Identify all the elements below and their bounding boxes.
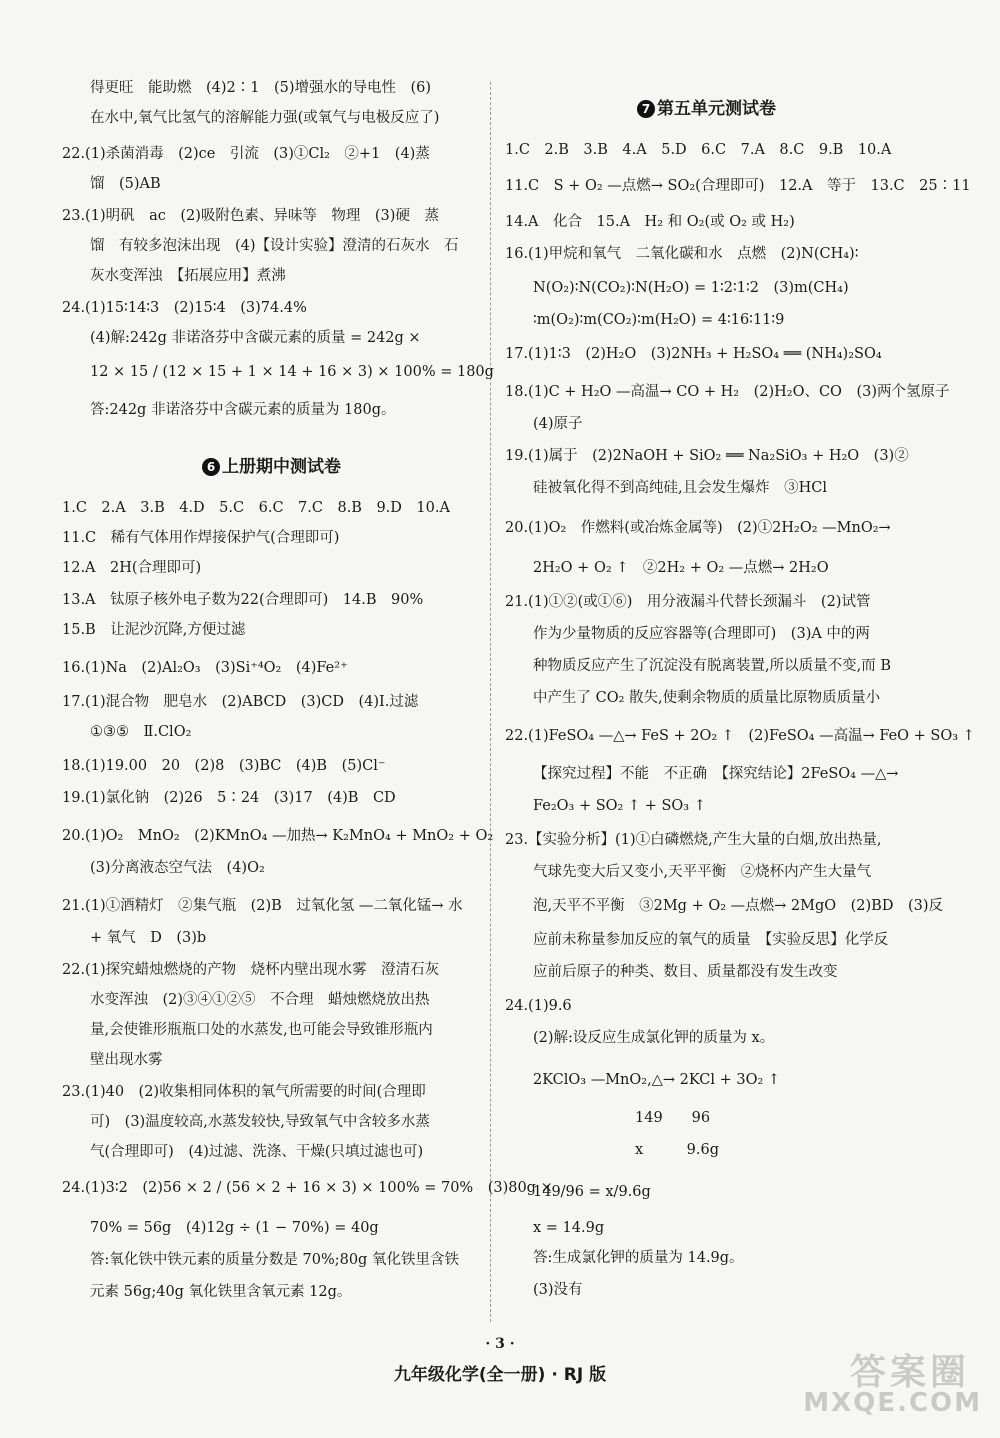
answer-line: ∶m(O₂)∶m(CO₂)∶m(H₂O) = 4∶16∶11∶9 bbox=[533, 312, 785, 328]
answer-line: 水变浑浊 (2)③④①②⑤ 不合理 蜡烛燃烧放出热 bbox=[90, 992, 430, 1008]
answer-line: 11.C 稀有气体用作焊接保护气(合理即可) bbox=[62, 530, 340, 546]
answer-line: 12.A 2H(合理即可) bbox=[62, 560, 202, 576]
watermark-logo bbox=[782, 1344, 982, 1424]
answer-line: 馏 (5)AB bbox=[90, 176, 161, 192]
answer-line: 13.A 钛原子核外电子数为22(合理即可) 14.B 90% bbox=[62, 592, 424, 608]
answer-line: 【探究过程】不能 不正确 【探究结论】2FeSO₄ —△→ bbox=[533, 766, 899, 782]
answer-line: 得更旺 能助燃 (4)2∶1 (5)增强水的导电性 (6) bbox=[90, 80, 432, 96]
answer-line: 22.(1)杀菌消毒 (2)ce 引流 (3)①Cl₂ ②+1 (4)蒸 bbox=[62, 146, 430, 162]
answer-line: (4)解:242g 非诺洛芬中含碳元素的质量 = 242g × bbox=[90, 330, 421, 346]
section-badge: 6 bbox=[202, 458, 220, 476]
answer-line: 24.(1)15∶14∶3 (2)15∶4 (3)74.4% bbox=[62, 300, 307, 316]
answer-line: 馏 有较多泡沫出现 (4)【设计实验】澄清的石灰水 石 bbox=[90, 238, 459, 254]
answer-line: 灰水变浑浊 【拓展应用】煮沸 bbox=[90, 268, 286, 284]
answer-line: 19.(1)氯化钠 (2)26 5∶24 (3)17 (4)B CD bbox=[62, 790, 396, 806]
column-divider bbox=[490, 82, 491, 1322]
answer-line: 气球先变大后又变小,天平平衡 ②烧杯内产生大量气 bbox=[533, 864, 872, 880]
answer-line: 149 96 bbox=[635, 1110, 711, 1126]
answer-line: 16.(1)Na (2)Al₂O₃ (3)Si⁺⁴O₂ (4)Fe²⁺ bbox=[62, 660, 348, 676]
answer-line: 17.(1)1∶3 (2)H₂O (3)2NH₃ + H₂SO₄ ══ (NH₄)₂SO₄ bbox=[505, 346, 882, 362]
answer-line: 18.(1)19.00 20 (2)8 (3)BC (4)B (5)Cl⁻ bbox=[62, 758, 386, 774]
answer-line: 23.(1)明矾 ac (2)吸附色素、异味等 物理 (3)硬 蒸 bbox=[62, 208, 439, 224]
answer-line: 答:氧化铁中铁元素的质量分数是 70%;80g 氧化铁里含铁 bbox=[90, 1252, 459, 1268]
answer-line: 答:242g 非诺洛芬中含碳元素的质量为 180g。 bbox=[90, 402, 396, 418]
answer-line: 16.(1)甲烷和氧气 二氧化碳和水 点燃 (2)N(CH₄)∶ bbox=[505, 246, 859, 262]
answer-line: (3)没有 bbox=[533, 1282, 583, 1298]
answer-line: 硅被氧化得不到高纯硅,且会发生爆炸 ③HCl bbox=[533, 480, 827, 496]
answer-line: 20.(1)O₂ 作燃料(或冶炼金属等) (2)①2H₂O₂ —MnO₂→ bbox=[505, 520, 891, 536]
answer-line: 11.C S + O₂ —点燃→ SO₂(合理即可) 12.A 等于 13.C 25∶11 bbox=[505, 178, 971, 194]
answer-line: ①③⑤ Ⅱ.ClO₂ bbox=[90, 724, 192, 740]
section-badge: 7 bbox=[637, 100, 655, 118]
answer-line: 149/96 = x/9.6g bbox=[533, 1184, 651, 1200]
answer-line: + 氧气 D (3)b bbox=[90, 930, 207, 946]
answer-line: 2H₂O + O₂ ↑ ②2H₂ + O₂ —点燃→ 2H₂O bbox=[533, 560, 829, 576]
answer-line: 24.(1)3∶2 (2)56 × 2 / (56 × 2 + 16 × 3) × 100% = 70% (3)80g × bbox=[62, 1180, 553, 1196]
answer-line: 元素 56g;40g 氧化铁里含氧元素 12g。 bbox=[90, 1284, 352, 1300]
answer-line: x = 14.9g bbox=[533, 1220, 605, 1236]
answer-line: 15.B 让泥沙沉降,方便过滤 bbox=[62, 622, 246, 638]
answer-line: 量,会使锥形瓶瓶口处的水蒸发,也可能会导致锥形瓶内 bbox=[90, 1022, 433, 1038]
answer-line: 22.(1)探究蜡烛燃烧的产物 烧杯内壁出现水雾 澄清石灰 bbox=[62, 962, 440, 978]
book-title: 九年级化学(全一册) · RJ 版 bbox=[393, 1365, 607, 1385]
section-heading-midterm bbox=[202, 452, 341, 477]
answer-line: 17.(1)混合物 肥皂水 (2)ABCD (3)CD (4)Ⅰ.过滤 bbox=[62, 694, 419, 710]
answer-line: (2)解:设反应生成氯化钾的质量为 x。 bbox=[533, 1030, 775, 1046]
section-heading-text: 上册期中测试卷 bbox=[222, 457, 341, 477]
answer-line: 气(合理即可) (4)过滤、洗涤、干燥(只填过滤也可) bbox=[90, 1144, 424, 1160]
answer-line: (3)分离液态空气法 (4)O₂ bbox=[90, 860, 265, 876]
answer-line: Fe₂O₃ + SO₂ ↑ + SO₃ ↑ bbox=[533, 798, 706, 814]
answer-line: 泡,天平不平衡 ③2Mg + O₂ —点燃→ 2MgO (2)BD (3)反 bbox=[533, 898, 943, 914]
answer-line: 中产生了 CO₂ 散失,使剩余物质的质量比原物质质量小 bbox=[533, 690, 881, 706]
answer-line: 70% = 56g (4)12g ÷ (1 − 70%) = 40g bbox=[90, 1220, 379, 1236]
answer-line: 21.(1)①酒精灯 ②集气瓶 (2)B 过氧化氢 —二氧化锰→ 水 bbox=[62, 898, 463, 914]
answer-line: 答:生成氯化钾的质量为 14.9g。 bbox=[533, 1250, 744, 1266]
watermark-url: MXQE.COM bbox=[803, 1388, 982, 1418]
answer-line: 19.(1)属于 (2)2NaOH + SiO₂ ══ Na₂SiO₃ + H₂O (3)② bbox=[505, 448, 909, 464]
answer-line: 可) (3)温度较高,水蒸发较快,导致氧气中含较多水蒸 bbox=[90, 1114, 430, 1130]
answer-line: 14.A 化合 15.A H₂ 和 O₂(或 O₂ 或 H₂) bbox=[505, 214, 795, 230]
answer-line: 23.【实验分析】(1)①白磷燃烧,产生大量的白烟,放出热量, bbox=[505, 832, 882, 848]
answer-line: 1.C 2.A 3.B 4.D 5.C 6.C 7.C 8.B 9.D 10.A bbox=[62, 500, 450, 516]
section-heading-unit5 bbox=[637, 94, 776, 119]
page-number: · 3 · bbox=[485, 1336, 515, 1352]
answer-line: 1.C 2.B 3.B 4.A 5.D 6.C 7.A 8.C 9.B 10.A bbox=[505, 142, 892, 158]
answer-line: 作为少量物质的反应容器等(合理即可) (3)A 中的两 bbox=[533, 626, 870, 642]
answer-line: 种物质反应产生了沉淀没有脱离装置,所以质量不变,而 B bbox=[533, 658, 891, 674]
answer-line: 24.(1)9.6 bbox=[505, 998, 572, 1014]
answer-line: 在水中,氧气比氢气的溶解能力强(或氧气与电极反应了) bbox=[90, 110, 440, 126]
answer-line: N(O₂)∶N(CO₂)∶N(H₂O) = 1∶2∶1∶2 (3)m(CH₄) bbox=[533, 280, 849, 296]
answer-line: 22.(1)FeSO₄ —△→ FeS + 2O₂ ↑ (2)FeSO₄ —高温→ FeO + SO₃ ↑ bbox=[505, 728, 975, 744]
section-heading-text: 第五单元测试卷 bbox=[657, 99, 776, 119]
answer-line: 18.(1)C + H₂O —高温→ CO + H₂ (2)H₂O、CO (3)两个氢原子 bbox=[505, 384, 950, 400]
answer-line: 20.(1)O₂ MnO₂ (2)KMnO₄ —加热→ K₂MnO₄ + MnO₂ + O₂ bbox=[62, 828, 494, 844]
answer-line: x 9.6g bbox=[635, 1142, 720, 1158]
answer-line: 2KClO₃ —MnO₂,△→ 2KCl + 3O₂ ↑ bbox=[533, 1072, 781, 1088]
answer-line: (4)原子 bbox=[533, 416, 583, 432]
answer-line: 12 × 15 / (12 × 15 + 1 × 14 + 16 × 3) × 100% = 180g bbox=[90, 364, 494, 380]
answer-line: 壁出现水雾 bbox=[90, 1052, 163, 1068]
watermark-text: 答案圈 bbox=[849, 1352, 970, 1393]
answer-line: 应前后原子的种类、数目、质量都没有发生改变 bbox=[533, 964, 838, 980]
answer-line: 23.(1)40 (2)收集相同体积的氧气所需要的时间(合理即 bbox=[62, 1084, 426, 1100]
answer-line: 21.(1)①②(或①⑥) 用分液漏斗代替长颈漏斗 (2)试管 bbox=[505, 594, 871, 610]
answer-line: 应前未称量参加反应的氧气的质量 【实验反思】化学反 bbox=[533, 932, 889, 948]
